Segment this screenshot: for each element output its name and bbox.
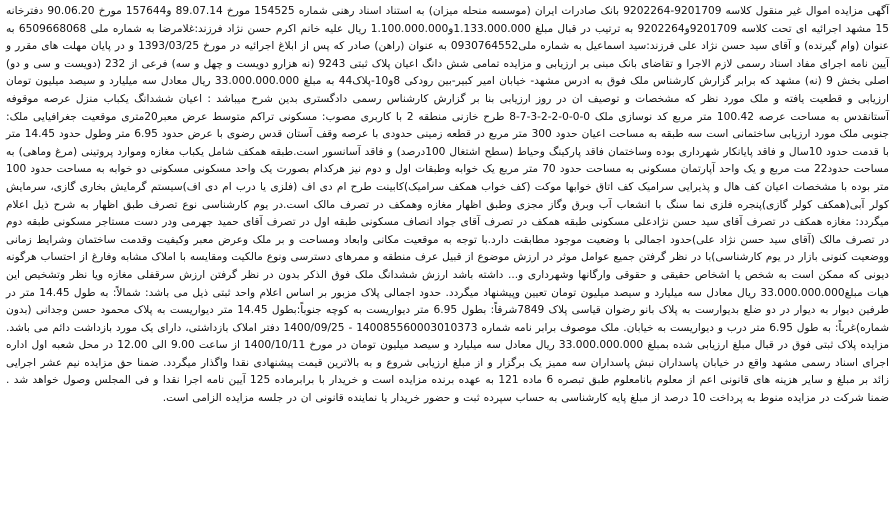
auction-notice-text: آگهی مزایده اموال غیر منقول کلاسه 9201709-9202264 بانک صادرات ایران (موسسه منحله میزان) به استناد اسناد رهنی شماره 154525 مورخ 89.07.14 و157644 مورخ 90.06.20 دفترخانه 15 مشهد اجرائیه ای تحت کلاسه 9201709و9202264 به ترتیب در قبال مبلغ 1.133.000.000و1.100.000.000 ریال علیه خانم اکرم حسن نژاد فرزند:غلامرضا به شماره ملی 6509668068 به عنوان (وام گیرنده) و آقای سید حسن نژاد علی فرزند:سید اسماعیل به شماره ملی0930764552 به عنوان (راهن) صادر که پس از ابلاغ اجرائیه در مورخ 1393/03/25 و در پایان مهلت های مقرر و آیین نامه اجرای مفاد اسناد رسمی لازم الاجرا و تقاضای بانک مبنی بر ارزیابی و مزایده تمامی شش دانگ اعیان پلاک ثبتی 9243 (نه هزارو دویست و چهل و سه) فرعی از 232 (دویست و سی و دو) اصلی بخش 9 (نه) مشهد که برابر گزارش کارشناس ملک فوق به ادرس مشهد- خیابان امیر کبیر-بین رودکی 8و10-پلاک44 به مبلغ 33.000.000.000 ریال معادل سه میلیارد و سیصد میلیون تومان ارزیابی و قطعیت یافته و ملک مورد نظر که مشخصات و توصیف ان در روز ارزیابی بنا بر گزارش کارشناس رسمی دادگستری بدین شرح میباشد : اعیان ششدانگ یکباب منزل عرصه موقوفه آستانقدس به مساحت عرصه 100.42 متر مربع کد نوسازی ملک 0-0-0-2-2-3-7-8 طرح خازنی منطقه 2 با کاربری مصوب: مسکونی تراکم متوسط عرض معبر20متری موقعیت جغرافیایی ملک: جنوبی ملک مورد ارزیابی ساختمانی است سه طبقه به مساحت اعیان حدود 300 متر مربع در قطعه زمینی حدودی با عرصه وقف آستان قدس رضوی با عرض حدود 6.95 متر وطول حدود 14.45 متر با قدمت حدود 10سال و فاقد پایانکار شهرداری بوده وساختمان فاقد پارکینگ وحیاط (سطح اشتغال 100درصد) و فاقد آسانسور است.طبقه همکف شامل یکباب مغازه وموارد پروتینی (مرغ وماهی) به مساحت حدود22 مت مربع و یک واحد آپارتمان مسکونی به مساحت حدود 70 متر مربع یک خوابه وطبقات اول و دوم نیز هرکدام بصورت یک واحد مسکونی مسکونی دو خوابه به مساحت حدود 100 متر بوده با مشخصات اعیان کف هال و پذیرایی سرامیک کف اتاق خوابها موکت (کف خواب همکف سرامیک)کابینت طرح ام دی اف (فلزی یا درب ام دی اف)سیستم گرمایش بخاری گازی، سرمایش کولر آبی(همکف کولر گازی)پنجره فلزی نما سنگ با انشعاب آب وبرق وگاز مجزی وطبق اظهار مغازه وهمکف در تصرف مالک است.در یوم کارشناسی نوع تصرف طبق اظهار به شرح ذیل اعلام میگردد: مغازه همکف در تصرف آقای سید حسن نژادعلی مسکونی طبقه همکف در تصرف آقای جواد انصاف مسکونی طبقه اول در تصرف آقای حمید جهرمی ودر دست مستاجر مسکونی طبقه دوم در تصرف مالک (آقای سید حسن نژاد علی)حدود اجمالی با وضعیت موجود مطابقت دارد.با توجه به موقعیت مکانی وابعاد ومساحت و بر ملک وعرض معبر وکیفیت وقدمت ساختمان وشرایط زمانی ووضعیت کنونی بازار در یوم کارشناسی)با در نظر گرفتن جمیع عوامل موثر در ارزش موضوع از قبیل عرف منطقه و ممرهای دسترسی ونوع مالکیت ومقایسه با املاک مشابه وفارغ از احتساب هرگونه دیونی که ممکن است به شخص یا اشخاص حقیقی و حقوقی وارگانها وشهرداری و... داشته باشد ارزش ششدانگ ملک فوق الذکر بدون در نظر گرفتن ارزش سرقفلی مغازه ویا نظر وتشخیص این هیات مبلغ33.000.000.000 ریال معادل سه میلیارد و سیصد میلیون تومان تعیین وپیشنهاد میگردد. حدود اجمالی پلاک مزبور بر اساس اعلام واحد ثبتی ذیل می باشد: شمالاً: به طول 14.45 متر در طرفین دیوار به دیوار در دو ضلع بدیوارست به پلاک بانو رضوان قیاسی پلاک 7849شرقاً: بطول 6.95 متر دیواریست به کوچه جنوباً:بطول 14.45 متر دیواریست به پلاک محمود حسن وجدانی (بدون شماره)غرباً: به طول 6.95 متر درب و دیواریست به خیابان. ملک موصوف برابر نامه شماره 140085560003010373 - 1400/09/25 دفتر املاک بازداشتی، دارای یک مورد بازداشت دائم می باشد. مزایده پلاک ثبتی فوق در قبال مبلغ ارزیابی شده بمبلغ 33.000.000.000 ریال معادل سه میلیارد و سیصد میلیون تومان در مورخ 1400/10/11 از ساعت 9.00 الی 12.00 در محل شعبه اول اداره اجرای اسناد رسمی مشهد واقع در خیابان پاسداران نبش پاسداران سه ممیز یک برگزار و از مبلغ ارزیابی شروع و به بالاترین قیمت پیشنهادی نقدا واگذار میگردد. ضمنا حق مزایده نیم عشر اجرایی زائد بر مبلغ و سایر هزینه های قانونی اعم از معلوم بانامعلوم طبق تبصره 6 ماده 121 به عهده برنده مزایده است و خریدار با برابرماده 125 آیین نامه اجرا نقدا و فی المجلس وصول خواهد شد . ضمنا شرکت در مزایده منوط به پرداخت 10 درصد از مبلغ پایه کارشناسی به حساب سپرده ثبت و حضور خریدار یا نماینده قانونی ان در جلسه مزایده الزامی است. [6,5,890,405]
